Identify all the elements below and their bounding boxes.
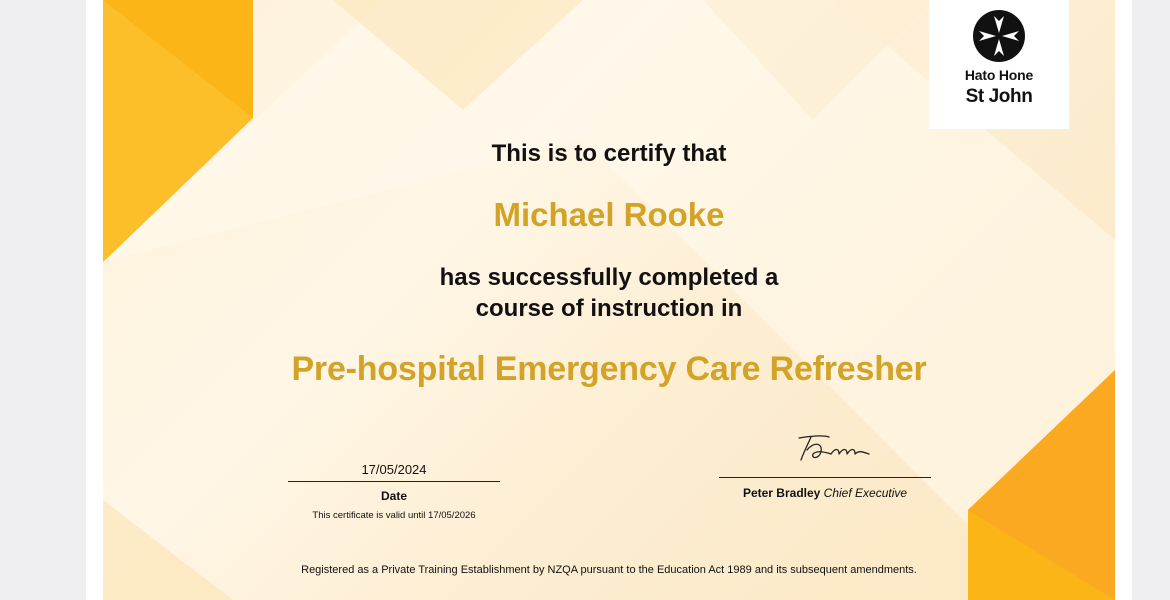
- signer-name: Peter Bradley: [742, 486, 821, 500]
- certificate-body: [103, 0, 1115, 600]
- bg-soft-facet-bottom-left: [103, 500, 233, 600]
- completion-line-1: has successfully completed a: [439, 264, 779, 291]
- page-gutter-right: [1132, 0, 1170, 600]
- logo-text-hato-hone: Hato Hone: [964, 67, 1034, 83]
- validity-note: This certificate is valid until 17/05/2026: [312, 510, 476, 521]
- st-john-logo: [929, 0, 1069, 129]
- signer-title: Chief Executive: [823, 486, 908, 500]
- date-value: 17/05/2024: [361, 462, 427, 477]
- date-label: Date: [380, 489, 407, 503]
- completion-line-2: course of instruction in: [475, 295, 743, 322]
- recipient-name: Michael Rooke: [493, 196, 725, 233]
- date-underline: [288, 481, 500, 482]
- registration-note: Registered as a Private Training Establishment by NZQA pursuant to the Education Act 1989 and its subsequent amendments.: [301, 564, 917, 576]
- signature-underline: [719, 477, 931, 478]
- course-name: Pre-hospital Emergency Care Refresher: [291, 350, 927, 388]
- signer-block: [703, 486, 947, 500]
- certify-intro: This is to certify that: [491, 140, 727, 167]
- logo-text-st-john: St John: [965, 86, 1033, 107]
- certificate-page: [86, 0, 1132, 600]
- signature-image: [789, 432, 875, 466]
- maltese-cross-icon: [973, 10, 1025, 62]
- completion-statement: [103, 262, 1115, 324]
- page-gutter-left: [0, 0, 86, 600]
